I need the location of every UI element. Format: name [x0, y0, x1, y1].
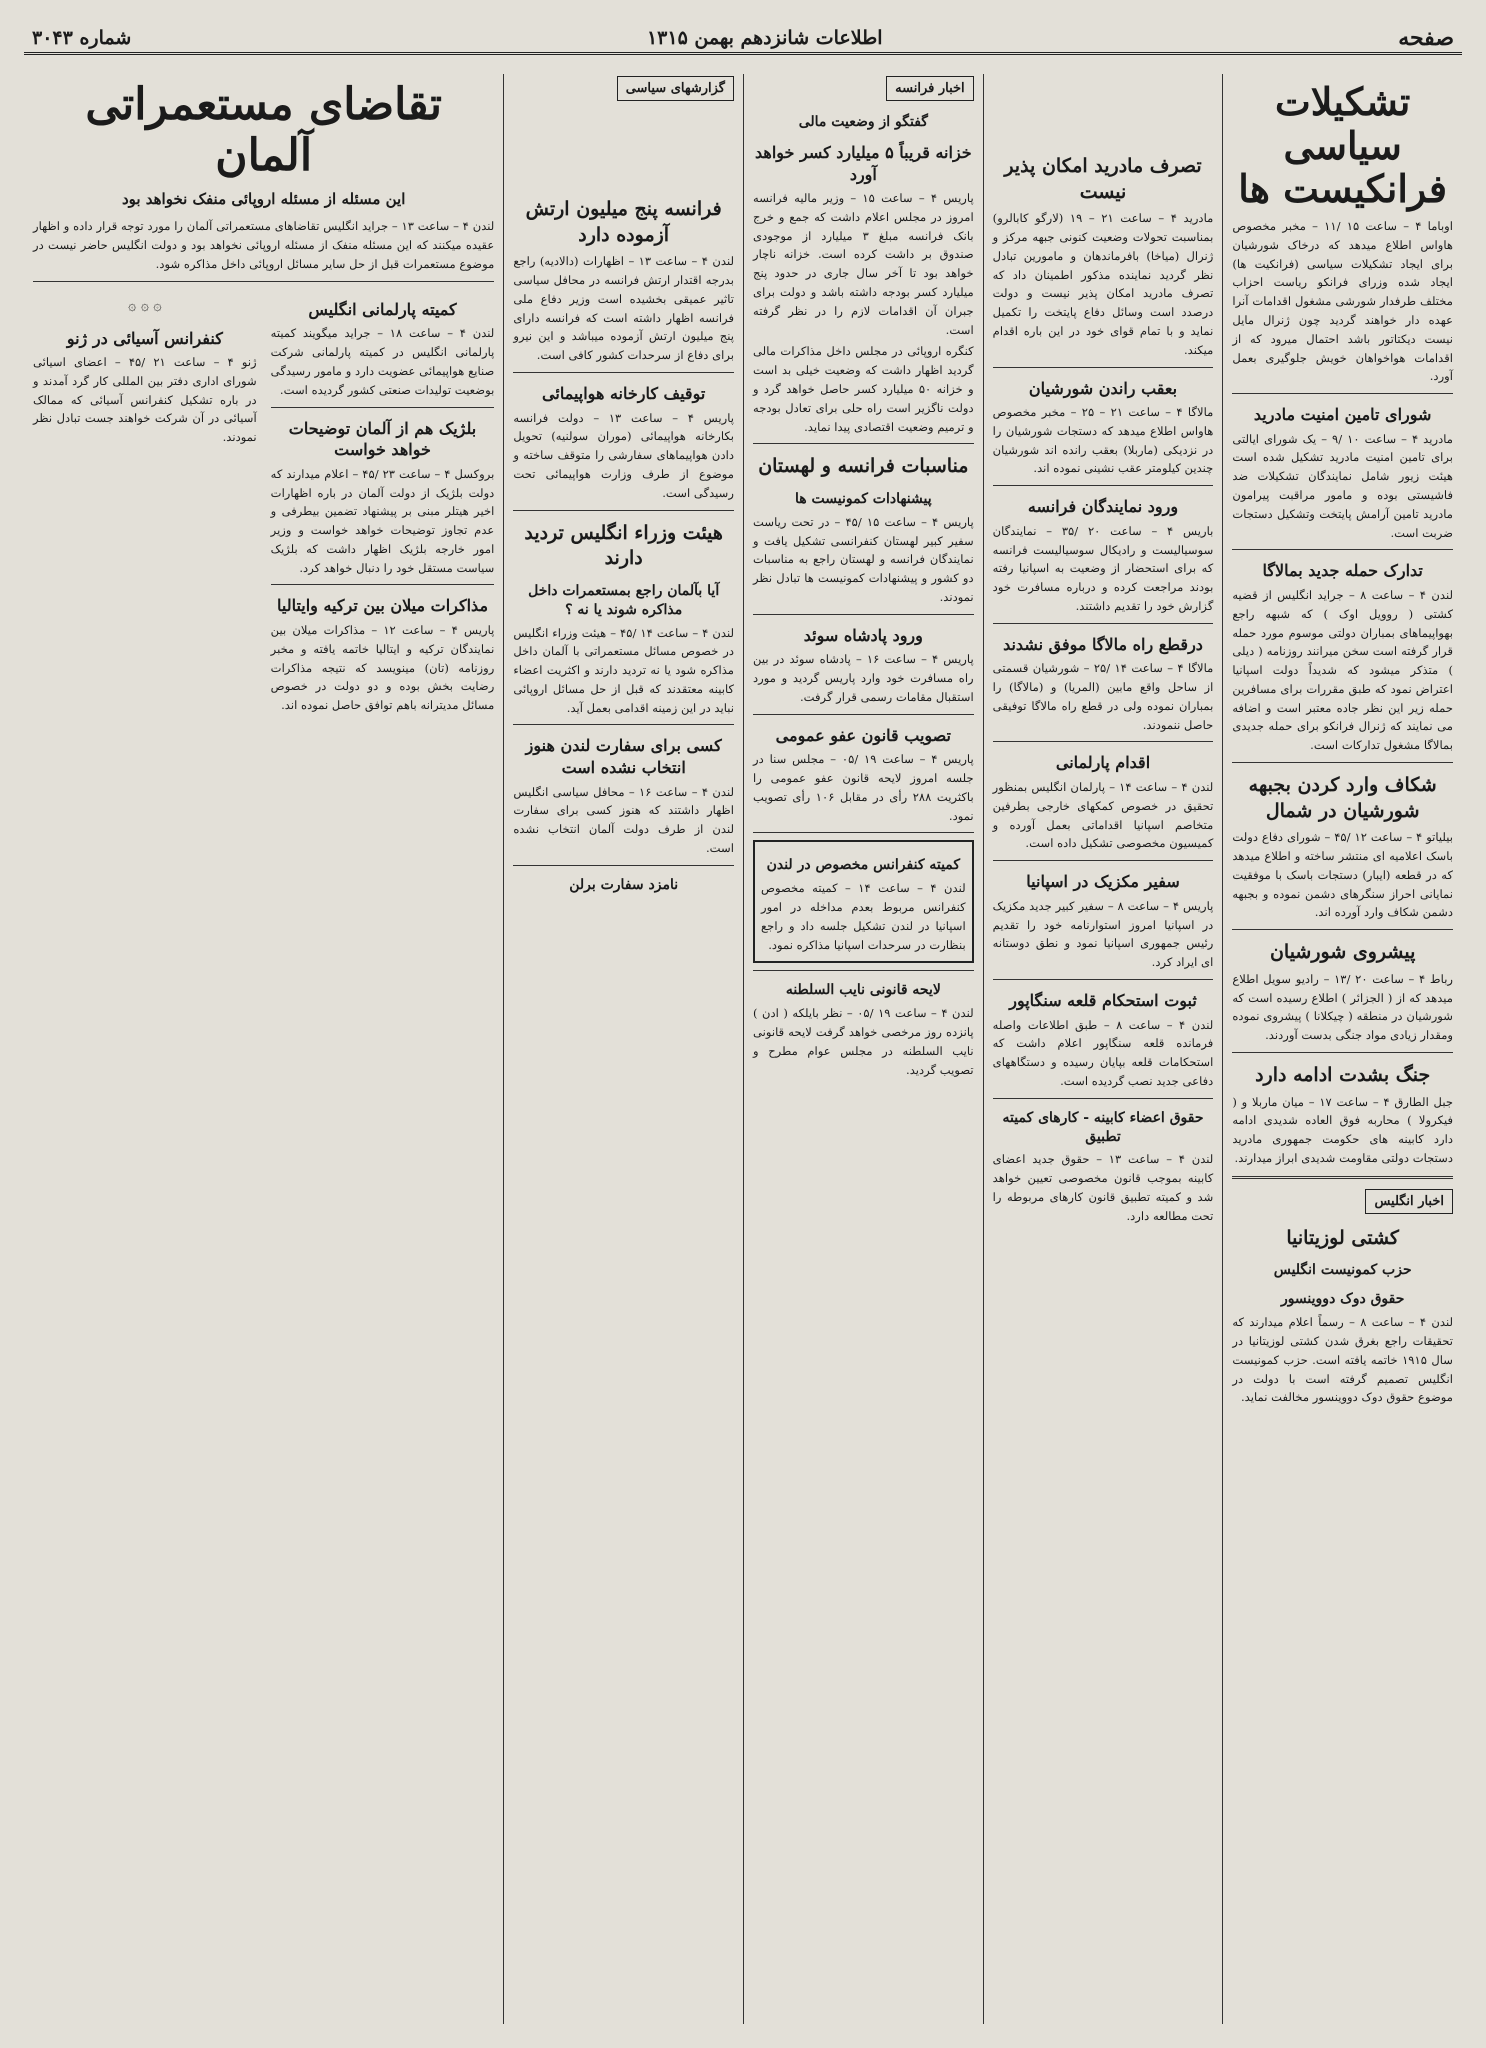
headline-finance: خزانه قریباً ۵ میلیارد کسر خواهد آورد	[754, 142, 972, 184]
headline-communist: پیشنهادات کمونیست ها	[795, 490, 932, 507]
article-body: پاریس ۴ – ساعت ۱۶ – پادشاه سوئد در بین راه مسافرت خود وارد پاریس گردید و مورد استقبال مقامات رسمی قرار گرفت.	[753, 652, 974, 704]
article-body: مالاگا ۴ – ساعت ۱۴ /۲۵ – شورشیان قسمتی از ساحل واقع مابین (المریا) و (مالاگا) را بمباران نموده ولی در قطع راه مالاگا توفیقی حاصل ننمودند.	[992, 661, 1214, 732]
column-3	[743, 74, 983, 2024]
article-body: پاریس ۴ – ساعت ۱۹ /۰۵ – مجلس سنا در جلسه امروز لایحه قانون عفو عمومی را باکثریت ۲۸۸ رأی در مقابل ۱۰۶ رأی تصویب نمود.	[753, 752, 974, 823]
masthead-date: اطلاعات شانزدهم بهمن ۱۳۱۵	[646, 27, 883, 49]
headline-ship-sub2: حقوق دوک دووینسور	[1280, 1291, 1405, 1308]
article-body: پاریس ۴ – ساعت ۱۵ – وزیر مالیه فرانسه امروز در مجلس اعلام داشت که جمع و خرج بانک فرانسه مبلغ ۳ میلیارد از موجودی صندوق بر داشت کرده است. خزانه ناچار خواهد بود تا آخر سال جاری در حدود پنج میلیارد کسر بودجه داشته باشد و دولت برای جبران آن اقدامات لازم را در نظر گرفته است.	[753, 191, 974, 337]
column-1	[1222, 74, 1462, 2024]
article-body: لندن ۴ – ساعت ۸ – طبق اطلاعات واصله فرمانده قلعه سنگاپور اعلام داشت که استحکامات قلعه بپایان رسیده و دستگاههای دفاعی جدید نصب گردیده است.	[992, 1017, 1214, 1088]
article-body: کنگره اروپائی در مجلس داخل مذاکرات مالی گردید اظهار داشت که وضعیت خیلی بد است و خزانه ۵۰ میلیارد کسر حاصل خواهد گرد و دولت ناگزیر است راه حلی برای تعادل بودجه و ترمیم وضعیت اقتصادی پیدا نماید.	[753, 344, 974, 434]
article-body: پاریس ۴ – ساعت ۸ – سفیر کبیر جدید مکزیک در اسپانیا امروز استوارنامه خود را تقدیم رئیس جمهوری اسپانیا نمود و نطق دوستانه ای ایراد کرد.	[992, 898, 1214, 970]
masthead	[24, 24, 1462, 55]
headline-cabinet-sub: آیا بآلمان راجع بمستعمرات داخل مذاکره شوند یا نه ؟	[528, 582, 720, 618]
page-label: صفحه	[1398, 25, 1454, 51]
headline-franquists: تشکیلات سیاسی فرانکیست ها	[1238, 79, 1448, 212]
section-political-reports: گزارشهای سیاسی	[617, 76, 734, 101]
article-body: لندن ۴ – ساعت ۸ – جراید انگلیس از قضیه کشتی ( روویل اوک ) که شبهه راجع بهواپیماهای بمباران دولتی موسوم مورد حمله قرار گرفته است سخن میرانند روزنامه ( دیلی ) متذکر میشود که شدیداً دولت اسپانیا اعتراض نمود که طبق مقررات برای مسافرین حمله زیر این نظر جاده معتبر است و اضافه می نمایند که ژنرال فرانکو برای حمله جدیدی بمالاگا مشغول تدارکات است.	[1232, 587, 1454, 753]
article-body: لندن ۴ – ساعت ۱۴ – کمیته مخصوص کنفرانس مربوط بعدم مداخله در امور اسپانیا در لندن تشکیل جلسه داد و راجع بنظارت در سرحدات اسپانیا مذاکره نمود.	[761, 881, 966, 952]
article-body: لندن ۴ – ساعت ۸ – رسماً اعلام میدارند که تحقیقات راجع بغرق شدن کشتی لوزیتانیا در سال ۱۹۱۵ خاتمه یافته است. حزب کمونیست انگلیس تصمیم گرفته است با دولت در موضوع حقوق دوک دووینسور مخالفت نماید.	[1232, 1315, 1454, 1405]
decorative-stars: ۞ ۞ ۞	[128, 297, 162, 314]
headline-singapore: ثبوت استحکام قلعه سنگاپور	[1009, 990, 1197, 1010]
article-body: لندن ۴ – ساعت ۱۳ – حقوق جدید اعضای کابینه بموجب قانون مخصوصی تعیین خواهد شد و کمیته تطبیق قانون کارهای مربوطه را تحت مطالعه دارد.	[992, 1152, 1214, 1223]
article-body: مادرید ۴ – ساعت ۲۱ – ۱۹ (لارگو کابالرو) بمناسبت تحولات وضعیت کنونی جبهه مرکز و ژنرال (میاخا) بافرماندهان و مامورین تبادل نظر گردید نماینده مذکور اطمینان داد که تصرف مادرید امکان پذیر نیست و دولت درصدد است وسائل دفاع پایتخت را تکمیل نماید و با تمام قوای خود در این باره اقدام میکند.	[992, 211, 1214, 357]
column-4	[503, 74, 743, 2024]
article-columns	[24, 74, 1462, 2024]
headline-parliament-cttee: کمیته پارلمانی انگلیس	[308, 299, 457, 319]
article-body: رباط ۴ – ساعت ۲۰ /۱۳ – رادیو سویل اطلاع میدهد که از ( الجزائر ) اطلاع رسیده است که شورشیان در منطقه ( چیکلانا ) پیشروی نموده ومقدار زیادی مواد جنگی بدست آوردند.	[1232, 971, 1454, 1043]
headline-asian-conf: کنفرانس آسیائی در ژنو	[66, 328, 223, 348]
article-body: لندن ۴ – ساعت ۱۳ – اظهارات (دالادیه) راجع بدرجه اقتدار ارتش فرانسه در محافل سیاسی تاثیر عمیقی بخشیده است وزیر دفاع ملی فرانسه اظهار داشته است که فرانسه دارای پنج میلیون ارتش آزموده میباشد و این نیرو برای دفاع از سرحدات کشور کافی است.	[513, 254, 734, 363]
headline-battle: جنگ بشدت ادامه دارد	[1255, 1063, 1431, 1086]
article-body: لندن ۴ – ساعت ۱۳ – جراید انگلیس تقاضاهای مستعمراتی آلمان را مورد توجه قرار داده و اظهار عقیده میکنند که این مسئله منفک از مسئله اروپائی نخواهد بود و دولت انگلیس حاضر نیست در موضوع مستعمرات قبل از حل سایر مسائل اروپائی داخل مذاکره شود.	[33, 219, 495, 272]
article-body: بروکسل ۴ – ساعت ۲۳ /۴۵ – اعلام میدارند که دولت بلژیک از دولت آلمان در باره اظهارات اخیر هیتلر مبنی بر پیشنهاد تضمین بیطرفی و عدم تجاوز توضیحات خواهد خواست و وزیر امور خارجه بلژیک اظهار داشت که بلژیک سیاست مستقل خود را دنبال خواهد کرد.	[270, 466, 495, 575]
article-body: ژنو ۴ – ساعت ۲۱ /۴۵ – اعضای اسیائی شورای اداری دفتر بین المللی کار گرد آمدند و در باره تشکیل کنفرانس آسیائی که ممالک آسیائی در آن شرکت خواهند جست تبادل نظر نمودند.	[33, 355, 257, 445]
headline-ship-sub1: حزب کمونیست انگلیس	[1273, 1262, 1412, 1279]
section-england-news: اخبار انگلیس	[1365, 1189, 1453, 1214]
headline-split: شکاف وارد کردن بجبهه شورشیان در شمال	[1248, 774, 1437, 822]
article-body: پاریس ۴ – ساعت ۱۵ /۴۵ – در تحت ریاست سفیر کبیر لهستان کنفرانسی تشکیل یافت و نمایندگان فرانسه و لهستان راجع به مناسبات دو کشور و پیشنهادات کمونیست ها تبادل نظر نمودند.	[753, 514, 974, 604]
headline-mexico: سفیر مکزیک در اسپانیا	[1026, 872, 1180, 892]
article-body: لندن ۴ – ساعت ۱۴ – پارلمان انگلیس بمنظور تحقیق در خصوص کمکهای خارجی بطرفین متخاصم اسپانیا اقداماتی بعمل آورده و کمیسیون مخصوصی تشکیل داده است.	[992, 780, 1214, 851]
headline-amnesty: تصویب قانون عفو عمومی	[775, 725, 951, 745]
headline-belgium: بلژیک هم از آلمان توضیحات خواهد خواست	[288, 418, 477, 460]
subcolumn-b	[33, 289, 257, 718]
article-body: بیلیاتو ۴ – ساعت ۱۲ /۴۵ – شورای دفاع دولت باسک اعلامیه ای منتشر ساخته و اطلاع میدهد که در قطعه (ایبار) دستجات باسک با موفقیت نمایانی احراز سنگرهای دشمن نموده و بجبهه دشمن شکاف وارد آورده اند.	[1232, 830, 1453, 920]
headline-army: فرانسه پنج میلیون ارتش آزموده دارد	[525, 198, 722, 246]
article-body: مالاگا ۴ – ساعت ۲۱ – ۲۵ – مخبر مخصوص هاواس اطلاع میدهد که دستجات شورشیان را در نزدیکی (ماربلا) بعقب رانده اند شورشیان چندین کیلومتر عقب نشینی نموده اند.	[992, 405, 1214, 476]
headline-madrid: تصرف مادرید امکان پذیر نیست	[1004, 155, 1202, 203]
article-body: پاریس ۴ – ساعت ۱۳ – دولت فرانسه بکارخانه هواپیمائی (موران سولنیه) تحویل دادن هواپیماهای سفارشی را متوقف ساخته و موضوع از طرف وزارت هواپیمائی تحت رسیدگی است.	[513, 410, 734, 500]
headline-malaga: تدارک حمله جدید بمالاگا	[1262, 561, 1423, 581]
column-2	[983, 74, 1223, 2024]
headline-milan: مذاکرات میلان بین ترکیه وایتالیا	[277, 596, 489, 616]
article-body: لندن ۴ – ساعت ۱۸ – جراید میگویند کمیته پارلمانی انگلیس در کمیته پارلمانی شرکت صنایع هواپیمائی عضویت دارد و مامور رسیدگی بوضعیت تولیدات صنعتی کشور گردیده است.	[270, 326, 495, 397]
boxed-article	[753, 840, 974, 963]
headline-london-cttee: کمیته کنفرانس مخصوص در لندن	[766, 857, 961, 874]
headline-berlin-embassy: نامزد سفارت برلن	[569, 876, 679, 893]
article-body: لندن ۴ – ساعت ۱۹ /۰۵ – نظر بایلکه ( ادن ) پانزده روز مرخصی خواهد گرفت لایحه قانونی نایب السلطنه در مجلس عوام مطرح و تصویب گردید.	[753, 1006, 974, 1077]
headline-finance-kicker: گفتگو از وضعیت مالی	[798, 114, 928, 131]
headline-sweden-king: ورود پادشاه سوئد	[803, 625, 923, 645]
headline-retreat: بعقب راندن شورشیان	[1028, 378, 1178, 398]
article-body: جبل الطارق ۴ – ساعت ۱۷ – میان ماربلا و ( فیکرولا ) محاربه فوق العاده شدیدی ادامه دارد کابینه های حکومت جمهوری مادرید دستجات دولتی مقاومت شدیدی ابراز میدارند.	[1232, 1094, 1453, 1165]
headline-regent: لایحه قانونی نایب السلطنه	[785, 982, 941, 999]
article-body: لندن ۴ – ساعت ۱۶ – محافل سیاسی انگلیس اظهار داشتند که هنوز کسی برای سفارت لندن از طرف دولت آلمان انتخاب نشده است.	[513, 784, 734, 856]
headline-ship: کشتی لوزیتانیا	[1286, 1226, 1399, 1249]
article-body: اوباما ۴ – ساعت ۱۵ /۱۱ – مخبر مخصوص هاواس اطلاع میدهد که درخاک شورشیان برای ایجاد تشکیلات سیاسی (فرانکیت ها) ایجاد شده وزرای فرانکو ریاست احزاب مختلف طرفدار شورشی مشغول اقدامات آنرا عهده دار خواهند گردید چون ژنرال مایل نیست دیکتاتور باشد احتمال میرود که از اقدامات هواخواهان خویش جلوگیری بعمل آورد.	[1232, 219, 1453, 384]
headline-london-embassy: کسی برای سفارت لندن هنوز انتخاب نشده است	[525, 736, 722, 778]
section-france-news: اخبار فرانسه	[886, 76, 974, 101]
headline-english-action: اقدام پارلمانی	[1055, 753, 1151, 773]
headline-germany: تقاضای مستعمراتی آلمان	[85, 79, 442, 181]
headline-germany-sub: این مسئله از مسئله اروپائی منفک نخواهد بود	[121, 190, 406, 209]
article-body: مادرید ۴ – ساعت ۱۰ /۹ – یک شورای ایالتی برای تامین امنیت مادرید تشکیل شده است هیئت زیور شامل نمایندگان تشکیلات ضد فاشیستی بوده و مامور مراقبت پیرامون مادرید تامین آرامش پایتخت وتشکیل دستجات ضربت است.	[1232, 431, 1453, 540]
headline-rebels-advance: پیشروی شورشیان	[1269, 941, 1416, 964]
headline-cabinet-apply: حقوق اعضاء کابینه - کارهای کمیته تطبیق	[1002, 1109, 1204, 1145]
article-body: لندن ۴ – ساعت ۱۴ /۴۵ – هیئت وزراء انگلیس در خصوص مسائل مستعمراتی با آلمان داخل مذاکره شود یا نه تردید دارند و اکثریت اعضاء کابینه معتقدند که قبل از حل مسائل اروپائی نباید در این زمینه اقدامی بعمل آید.	[513, 625, 734, 715]
headline-france-poland: مناسبات فرانسه و لهستان	[758, 455, 969, 478]
headline-cabinet: هیئت وزراء انگلیس تردید دارند	[524, 521, 723, 570]
headline-factory: توقیف کارخانه هواپیمائی	[542, 384, 706, 404]
issue-number: شماره ۳۰۴۳	[32, 27, 132, 49]
column-5-6	[24, 74, 503, 2024]
article-body: باریس ۴ – ساعت ۲۰ /۳۵ – نمایندگان سوسیالیست و رادیکال سوسیالیست فرانسه که برای استحضار از وضعیت به اسپانیا رفته بودند مراجعت کرده و درباره مسافرت خود گزارش خود را تقدیم داشتند.	[992, 523, 1214, 613]
article-body: پاریس ۴ – ساعت ۱۲ – مذاکرات میلان بین نمایندگان ترکیه و ایتالیا خاتمه یافته و مخبر روزنامه (تان) مینویسد که نتیجه مذاکرات رضایت بخش بوده و دو دولت در خصوص مسائل مدیترانه باهم توافق حاصل نموده اند.	[270, 623, 495, 713]
headline-french-reps: ورود نمایندگان فرانسه	[1027, 497, 1179, 517]
headline-road: درقطع راه مالاگا موفق نشدند	[1003, 634, 1203, 654]
headline-madrid-defense: شورای تامین امنیت مادرید	[1253, 405, 1432, 425]
subcolumn-a	[271, 289, 495, 718]
